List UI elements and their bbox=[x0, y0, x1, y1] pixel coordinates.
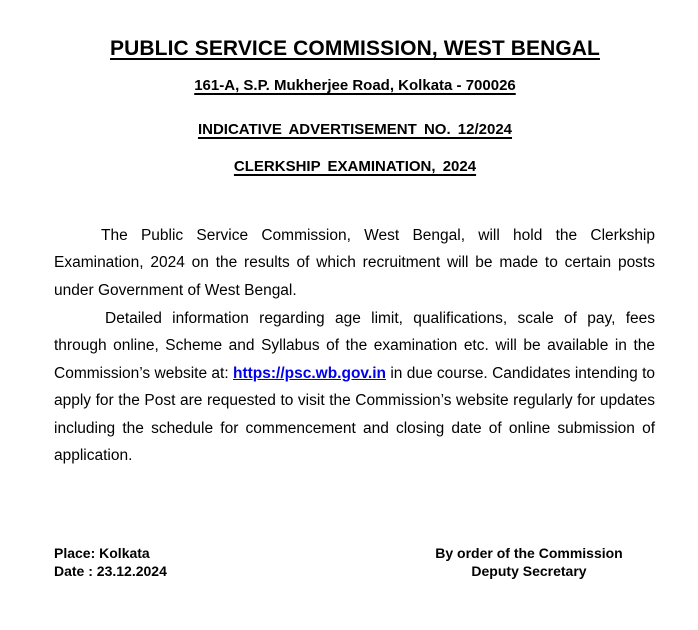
place-text: Place: Kolkata bbox=[54, 545, 150, 561]
paragraph-2-text bbox=[54, 305, 655, 469]
paragraph-2-intro: Detailed information regarding age limit, qualifications, scale of pay, fees through online, Scheme and Syllabus of the examination etc. will be available in the Commission’s website at: bbox=[54, 310, 655, 382]
examination-name: CLERKSHIP EXAMINATION, 2024 bbox=[233, 158, 477, 175]
signatory-block bbox=[431, 544, 627, 580]
order-text: By order of the Commission bbox=[435, 545, 623, 561]
date-text: Date : 23.12.2024 bbox=[54, 563, 167, 579]
place-date-block bbox=[54, 544, 167, 580]
commission-website-link[interactable]: https://psc.wb.gov.in bbox=[232, 364, 386, 382]
paragraph-2-rest: in due course. Candidates intending to apply for the Post are requested to visit the Commission’s website regularly for updates including the schedule for commencement and closing date of online submission of application. bbox=[54, 364, 656, 465]
page-title: PUBLIC SERVICE COMMISSION, WEST BENGAL bbox=[110, 37, 600, 60]
paragraph-1-text: The Public Service Commission, West Bengal, will hold the Clerkship Examination, 2024 on the results of which recruitment will be made to certain posts under Government of West Bengal. bbox=[54, 227, 655, 299]
advertisement-number: INDICATIVE ADVERTISEMENT NO. 12/2024 bbox=[197, 121, 513, 138]
designation-text: Deputy Secretary bbox=[471, 563, 587, 579]
paragraph-announcement bbox=[54, 222, 655, 304]
paragraph-details bbox=[54, 305, 655, 469]
office-address: 161-A, S.P. Mukherjee Road, Kolkata - 700026 bbox=[194, 77, 516, 94]
